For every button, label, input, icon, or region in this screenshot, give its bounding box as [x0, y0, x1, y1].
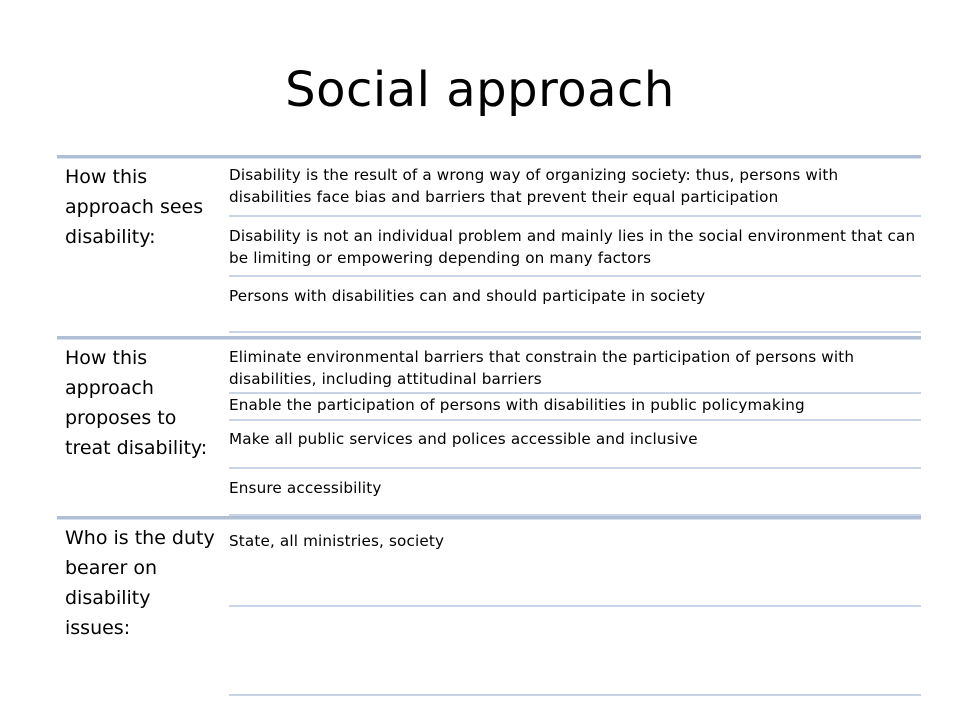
list-item: Ensure accessibility	[229, 479, 382, 497]
item-separator	[229, 419, 921, 421]
list-item: Persons with disabilities can and should participate in society	[229, 287, 706, 305]
item-separator	[229, 605, 921, 607]
section-divider	[57, 336, 921, 340]
item-separator	[229, 467, 921, 469]
item-separator	[229, 694, 921, 696]
list-item: Enable the participation of persons with disabilities in public policymaking	[229, 396, 805, 414]
section-divider	[57, 155, 921, 159]
list-item: Eliminate environmental barriers that constrain the participation of persons with disabilities, including attitudinal barriers	[229, 348, 855, 388]
section-divider	[57, 516, 921, 520]
section-duty-bearer	[57, 516, 921, 698]
list-item: Disability is not an individual problem and mainly lies in the social environment that can be limiting or empowering depending on many factors	[229, 227, 916, 267]
list-item: State, all ministries, society	[229, 532, 445, 550]
list-item: Disability is the result of a wrong way of organizing society: thus, persons with disabilities face bias and barriers that prevent their equal participation	[229, 166, 839, 206]
list-item: Make all public services and polices accessible and inclusive	[229, 430, 698, 448]
item-separator	[229, 331, 921, 333]
section-heading: Who is the duty bearer on disability issues:	[65, 527, 215, 639]
item-separator	[229, 275, 921, 277]
section-heading: How this approach sees disability:	[65, 166, 204, 248]
section-how-sees	[57, 155, 921, 337]
item-separator	[229, 215, 921, 217]
section-heading: How this approach proposes to treat disability:	[65, 347, 208, 459]
section-how-treats	[57, 336, 921, 518]
slide-title: Social approach	[285, 62, 675, 118]
